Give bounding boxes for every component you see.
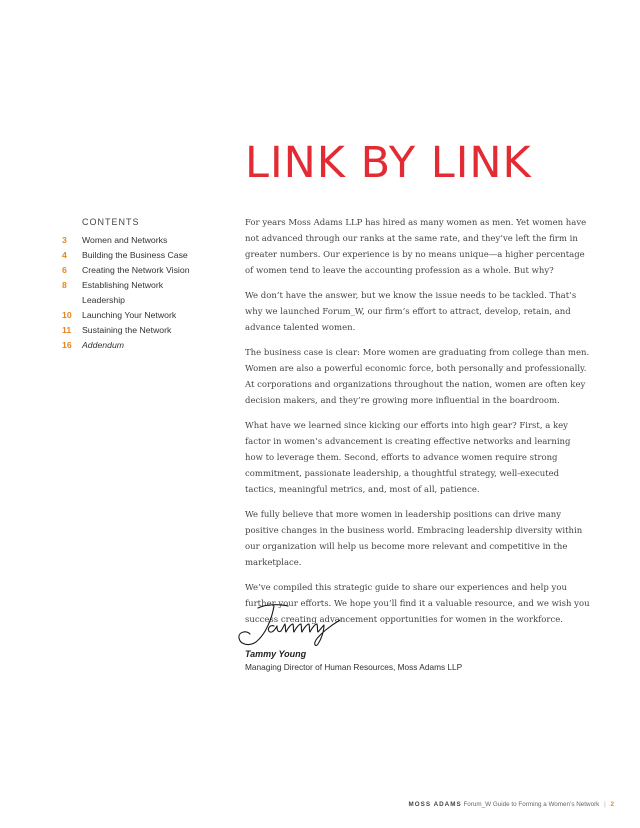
page-number: 2 (610, 801, 614, 808)
toc-page-number: 4 (62, 250, 67, 260)
toc-item[interactable] (62, 338, 232, 353)
toc-item[interactable] (62, 308, 232, 323)
toc-label: Launching Your Network (82, 310, 177, 320)
body-paragraph: What have we learned since kicking our efforts into high gear? First, a key factor in women’s advancement is creating effective networks and learning how to leverage them. Second, efforts to advance women require strong commitment, passionate leadership, a thoughtful strategy, well-executed tactics, meaningful metrics, and, most of all, patience. (245, 421, 571, 495)
toc-label: Building the Business Case (82, 250, 188, 260)
signatory-name: Tammy Young (245, 649, 307, 659)
toc-page-number: 11 (62, 325, 72, 335)
toc-label: Establishing Network (82, 280, 164, 290)
toc-page-number: 10 (62, 310, 72, 320)
toc-heading: CONTENTS (82, 217, 140, 227)
body-paragraph: The business case is clear: More women are graduating from college than men. Women are also a powerful economic force, both personally and professionally. At corporations and organizations throughout the nation, women are often key decision makers, and they’re growing more influential in the boardroom. (245, 348, 590, 406)
body-paragraph: For years Moss Adams LLP has hired as many women as men. Yet women have not advanced through our ranks at the same rate, and they’ve left the firm in greater numbers. Our experience is by no means unique—a higher percentage of women tend to leave the accounting profession as a whole. But why? (245, 218, 587, 276)
handwritten-signature (236, 600, 346, 648)
page-title: LINK BY LINK (245, 138, 532, 188)
toc-label: Leadership (82, 295, 125, 305)
body-paragraph: We’ve compiled this strategic guide to share our experiences and help you further your efforts. We hope you’ll find it a valuable resource, and we wish you success creating advancement opportunities for women in the workforce. (245, 583, 590, 625)
table-of-contents (62, 216, 232, 353)
signatory-title: Managing Director of Human Resources, Moss Adams LLP (245, 662, 463, 672)
toc-item[interactable] (62, 323, 232, 338)
toc-item[interactable] (62, 278, 232, 293)
toc-item[interactable] (62, 293, 232, 308)
toc-label: Creating the Network Vision (82, 265, 190, 275)
footer-guide-title: Forum_W Guide to Forming a Women’s Network (463, 801, 600, 808)
toc-label: Addendum (82, 340, 125, 350)
toc-page-number: 16 (62, 340, 72, 350)
toc-label: Sustaining the Network (82, 325, 172, 335)
toc-page-number: 6 (62, 265, 67, 275)
body-paragraph: We fully believe that more women in leadership positions can drive many positive changes in the business world. Embracing leadership diversity within our organization will help us become more relevant and competitive in the marketplace. (245, 510, 583, 568)
toc-item[interactable] (62, 233, 232, 248)
toc-page-number (62, 293, 82, 308)
toc-item[interactable] (62, 248, 232, 263)
footer-brand: MOSS ADAMS (408, 801, 462, 808)
body-paragraph: We don’t have the answer, but we know the issue needs to be tackled. That’s why we launched Forum_W, our firm’s effort to attract, develop, retain, and advance talented women. (245, 291, 577, 333)
toc-page-number: 8 (62, 280, 67, 290)
footer-separator: | (604, 801, 606, 808)
body-text (245, 215, 590, 637)
toc-label: Women and Networks (82, 235, 168, 245)
toc-item[interactable] (62, 263, 232, 278)
page-footer (409, 800, 614, 810)
toc-page-number: 3 (62, 235, 67, 245)
